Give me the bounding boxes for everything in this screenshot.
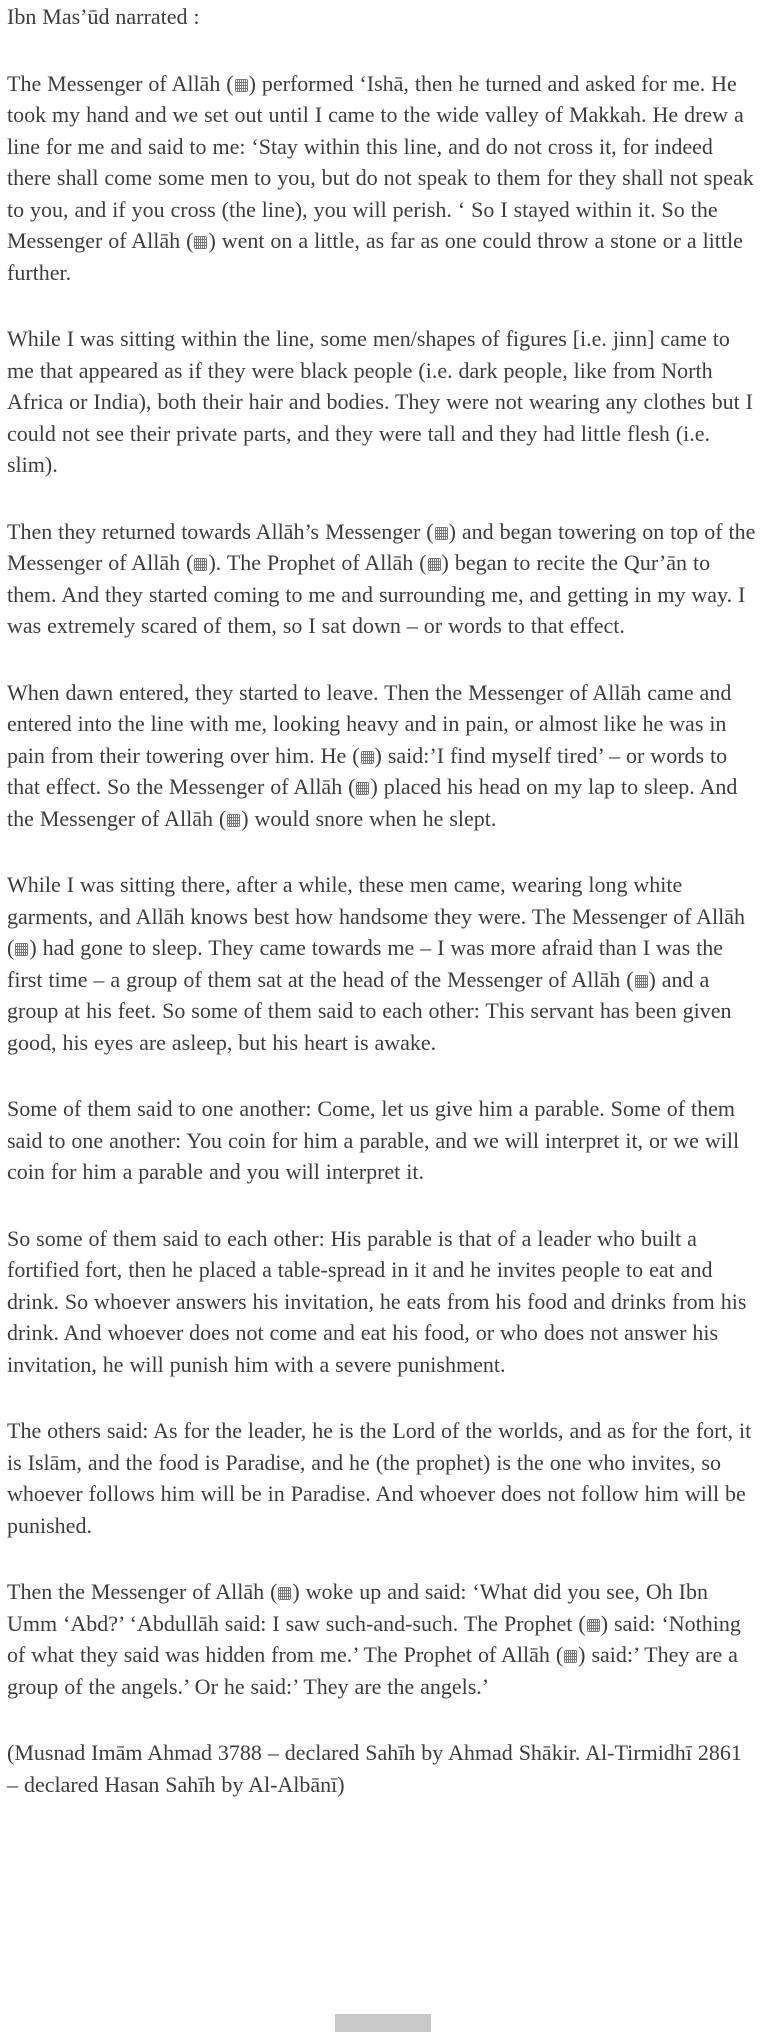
sallallahu-alayhi-wasallam-icon — [435, 527, 448, 540]
sallallahu-alayhi-wasallam-icon — [194, 236, 207, 249]
paragraph: When dawn entered, they started to leave. Then the Messenger of Allāh came and entered into the line with me, looking heavy and in pain, or almost like he was in pain from their towering over him. He ( ) said:’I find myself tired’ – or words to that effect. So the Messenger of Allāh ( ) placed his head on my lap to sleep. And the Messenger of Allāh ( ) would snore when he slept. — [7, 679, 738, 831]
sallallahu-alayhi-wasallam-icon — [194, 558, 207, 571]
paragraph: The others said: As for the leader, he is the Lord of the worlds, and as for the fort, it is Islām, and the food is Paradise, and he (the prophet) is the one who invites, so whoever follows him will be in Paradise. And whoever does not follow him will be punished. — [7, 1418, 752, 1538]
sallallahu-alayhi-wasallam-icon — [635, 975, 648, 988]
narrator-line: Ibn Mas’ūd narrated : — [7, 4, 200, 29]
sallallahu-alayhi-wasallam-icon — [235, 79, 248, 92]
paragraph: While I was sitting there, after a while, these men came, wearing long white garments, and Allāh knows best how handsome they were. The Messenger of Allāh ( ) had gone to sleep. They came towards me – I was more afraid than I was the first time – a group of them sat at the head of the Messenger of Allāh ( ) and a group at his feet. So some of them said to each other: This servant has been given good, his eyes are asleep, but his heart is awake. — [7, 872, 746, 1055]
cut-off-bottom-button[interactable] — [335, 2014, 431, 2032]
sallallahu-alayhi-wasallam-icon — [15, 943, 28, 956]
paragraph: While I was sitting within the line, some men/shapes of figures [i.e. jinn] came to me that appeared as if they were black people (i.e. dark people, like from North Africa or India), both their hair and bodies. They were not wearing any clothes but I could not see their private parts, and they were tall and they had little flesh (i.e. slim). — [7, 326, 754, 477]
sallallahu-alayhi-wasallam-icon — [356, 782, 369, 795]
paragraph: Then the Messenger of Allāh ( ) woke up and said: ‘What did you see, Oh Ibn Umm ‘Abd?’ ‘Abdullāh said: I saw such-and-such. The Prophet ( ) said: ‘Nothing of what they said was hidden from me.’ The Prophet of Allāh ( ) said:’ They are a group of the angels.’ Or he said:’ They are the angels.’ — [7, 1579, 741, 1699]
source-citation: (Musnad Imām Ahmad 3788 – declared Sahīh by Ahmad Shākir. Al-Tirmidhī 2861 – declared Hasan Sahīh by Al-Albānī) — [7, 1740, 742, 1797]
sallallahu-alayhi-wasallam-icon — [361, 751, 374, 764]
sallallahu-alayhi-wasallam-icon — [278, 1587, 291, 1600]
sallallahu-alayhi-wasallam-icon — [428, 558, 441, 571]
sallallahu-alayhi-wasallam-icon — [587, 1619, 600, 1632]
paragraph: Some of them said to one another: Come, let us give him a parable. Some of them said to one another: You coin for him a parable, and we will interpret it, or we will coin for him a parable and you will interpret it. — [7, 1096, 740, 1184]
sallallahu-alayhi-wasallam-icon — [564, 1650, 577, 1663]
paragraph: Then they returned towards Allāh’s Messenger ( ) and began towering on top of the Messenger of Allāh ( ). The Prophet of Allāh ( ) began to recite the Qur’ān to them. And they started coming to me and surrounding me, and getting in my way. I was extremely scared of them, so I sat down – or words to that effect. — [7, 518, 756, 638]
paragraph: So some of them said to each other: His parable is that of a leader who built a fortified fort, then he placed a table-spread in it and he invites people to eat and drink. So whoever answers his invitation, he eats from his food and drinks from his drink. And whoever does not come and eat his food, or who does not answer his invitation, he will punish him with a severe punishment. — [7, 1225, 747, 1377]
paragraph: The Messenger of Allāh ( ) performed ‘Ishā, then he turned and asked for me. He took my hand and we set out until I came to the wide valley of Makkah. He drew a line for me and said to me: ‘Stay within this line, and do not cross it, for indeed there shall come some men to you, but do not speak to them for they shall not speak to you, and if you cross (the line), you will perish. ‘ So I stayed within it. So the Messenger of Allāh ( ) went on a little, as far as one could throw a stone or a little further. — [7, 70, 754, 285]
sallallahu-alayhi-wasallam-icon — [227, 814, 240, 827]
